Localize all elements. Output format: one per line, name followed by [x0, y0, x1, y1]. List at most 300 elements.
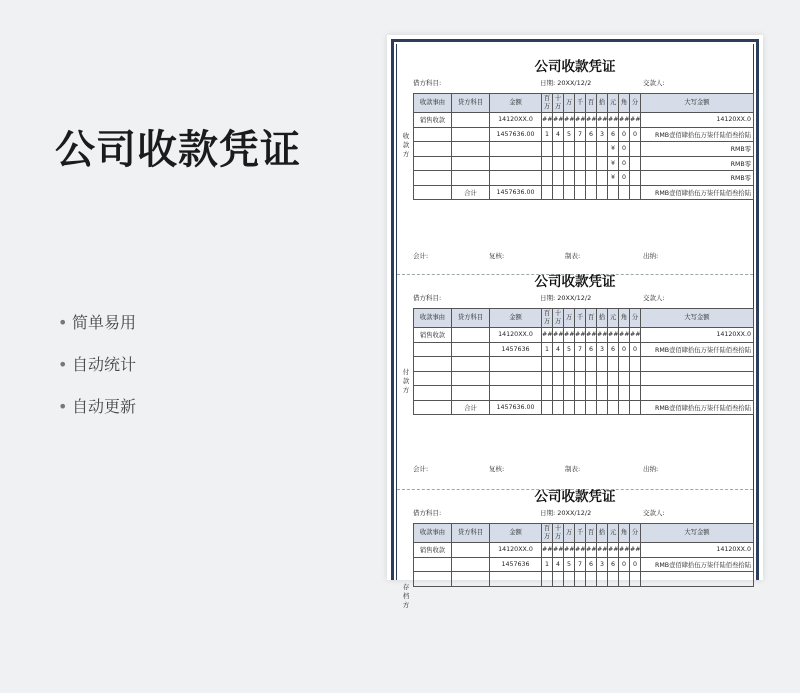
header-text: 万 [554, 533, 562, 540]
table-row [414, 357, 754, 372]
table-cell: ## [630, 113, 641, 128]
voucher-table [413, 93, 754, 200]
table-cell [586, 156, 597, 171]
table-row [414, 171, 754, 186]
party-char: 付 [402, 368, 410, 376]
table-cell: RMB零 [641, 156, 754, 171]
header-cell: 贷方科目 [452, 309, 490, 328]
table-cell: 0 [619, 342, 630, 357]
table-cell: 14120XX.0 [641, 543, 754, 558]
table-cell [597, 572, 608, 587]
table-cell [564, 386, 575, 401]
table-cell [542, 185, 553, 200]
table-cell [597, 171, 608, 186]
header-cell: 角 [619, 524, 630, 543]
table-cell [586, 357, 597, 372]
reviewer-label: 复核: [489, 252, 505, 260]
table-cell [630, 171, 641, 186]
header-text: 万 [543, 533, 551, 540]
party-label [399, 368, 413, 395]
header-cell: 大写金额 [641, 94, 754, 113]
header-cell [542, 524, 553, 543]
header-text: 百 [543, 525, 551, 532]
table-cell [490, 156, 542, 171]
header-cell: 拾 [597, 94, 608, 113]
bullet-icon: • [58, 313, 68, 332]
header-cell: 百 [586, 524, 597, 543]
voucher-meta [399, 507, 751, 519]
table-cell: 14120XX.0 [641, 113, 754, 128]
table-cell [597, 371, 608, 386]
total-row [414, 400, 754, 415]
table-cell: 14120XX.0 [490, 328, 542, 343]
header-cell: 分 [630, 94, 641, 113]
table-cell [490, 357, 542, 372]
table-cell: ¥ [608, 171, 619, 186]
feature-item [58, 396, 136, 438]
table-cell [608, 386, 619, 401]
table-cell [586, 142, 597, 157]
voucher-block [399, 57, 751, 263]
table-cell [608, 371, 619, 386]
table-cell: ## [564, 113, 575, 128]
table-cell: 6 [608, 342, 619, 357]
table-cell [452, 171, 490, 186]
table-cell: 0 [630, 557, 641, 572]
feature-item [58, 354, 136, 396]
header-cell: 千 [575, 94, 586, 113]
bullet-icon: • [58, 397, 68, 416]
table-row [414, 113, 754, 128]
table-cell: 6 [586, 557, 597, 572]
party-char: 方 [402, 150, 410, 158]
table-cell [542, 357, 553, 372]
table-cell [452, 328, 490, 343]
table-cell: 4 [553, 342, 564, 357]
header-cell: 元 [608, 309, 619, 328]
accountant-label: 会计: [413, 252, 429, 260]
table-cell: 7 [575, 342, 586, 357]
header-text: 万 [554, 103, 562, 110]
table-cell [452, 371, 490, 386]
total-label: 合计 [452, 400, 490, 415]
table-cell: ## [608, 543, 619, 558]
table-row [414, 371, 754, 386]
table-cell: ## [575, 113, 586, 128]
table-cell: ## [630, 543, 641, 558]
table-cell: ## [597, 328, 608, 343]
table-cell [597, 386, 608, 401]
total-row [414, 185, 754, 200]
payer-label: 交款人: [643, 509, 665, 517]
table-cell: ## [619, 113, 630, 128]
table-cell [597, 357, 608, 372]
table-cell: RMB壹佰肆拾伍万柒仟陆佰叁拾陆 [641, 342, 754, 357]
party-label [399, 583, 413, 610]
table-cell [630, 156, 641, 171]
table-cell: 1457636.00 [490, 127, 542, 142]
table-cell [630, 572, 641, 587]
table-cell [575, 357, 586, 372]
table-cell [553, 386, 564, 401]
table-cell: 3 [597, 342, 608, 357]
party-char: 方 [402, 386, 410, 394]
header-cell: 拾 [597, 524, 608, 543]
table-cell: 7 [575, 557, 586, 572]
header-cell: 金额 [490, 524, 542, 543]
table-cell: 1 [542, 127, 553, 142]
table-cell [414, 357, 452, 372]
cashier-label: 出纳: [643, 252, 659, 260]
voucher-block [399, 487, 751, 693]
table-cell: 0 [619, 127, 630, 142]
table-cell [553, 142, 564, 157]
table-cell: 销售收款 [414, 543, 452, 558]
debit-label: 借方科目: [413, 509, 442, 517]
table-cell [575, 572, 586, 587]
table-cell: ## [630, 328, 641, 343]
table-cell [490, 142, 542, 157]
payer-label: 交款人: [643, 294, 665, 302]
table-cell [608, 357, 619, 372]
table-cell [564, 400, 575, 415]
header-text: 万 [543, 318, 551, 325]
party-char: 方 [402, 601, 410, 609]
table-cell: 0 [619, 156, 630, 171]
table-cell: RMB壹佰肆拾伍万柒仟陆佰叁拾陆 [641, 557, 754, 572]
frame-border [391, 39, 759, 42]
table-cell [641, 371, 754, 386]
voucher-title: 公司收款凭证 [534, 274, 616, 290]
table-cell [414, 127, 452, 142]
header-cell [553, 309, 564, 328]
debit-label: 借方科目: [413, 79, 442, 87]
table-cell [564, 156, 575, 171]
table-cell [597, 142, 608, 157]
header-cell: 贷方科目 [452, 524, 490, 543]
party-char: 存 [402, 583, 410, 591]
header-cell: 千 [575, 524, 586, 543]
table-cell [542, 386, 553, 401]
table-cell: 3 [597, 557, 608, 572]
header-cell: 千 [575, 309, 586, 328]
total-label: 合计 [452, 185, 490, 200]
table-cell [542, 371, 553, 386]
date-label: 日期: 20XX/12/2 [540, 294, 592, 302]
table-cell [452, 386, 490, 401]
header-text: 十 [554, 310, 562, 317]
frame-border [396, 44, 397, 580]
party-char: 款 [402, 377, 410, 385]
feature-label: 自动统计 [72, 355, 137, 374]
table-cell: ¥ [608, 142, 619, 157]
party-char: 款 [402, 141, 410, 149]
table-cell [452, 142, 490, 157]
cashier-label: 出纳: [643, 465, 659, 473]
table-row [414, 156, 754, 171]
header-text: 百 [543, 95, 551, 102]
table-cell [630, 371, 641, 386]
table-cell [641, 357, 754, 372]
table-cell: 6 [608, 557, 619, 572]
table-row [414, 386, 754, 401]
table-cell [597, 156, 608, 171]
header-cell: 百 [586, 94, 597, 113]
header-cell: 金额 [490, 94, 542, 113]
date-label: 日期: 20XX/12/2 [540, 509, 592, 517]
table-cell: 4 [553, 557, 564, 572]
table-header-row [414, 94, 754, 113]
table-cell [608, 572, 619, 587]
payer-label: 交款人: [643, 79, 665, 87]
table-cell [542, 400, 553, 415]
table-cell: 1 [542, 557, 553, 572]
table-cell [575, 171, 586, 186]
table-cell: ## [575, 328, 586, 343]
table-cell [452, 156, 490, 171]
table-cell [619, 371, 630, 386]
header-cell: 金额 [490, 309, 542, 328]
table-cell [414, 142, 452, 157]
maker-label: 制表: [565, 252, 581, 260]
table-cell [586, 171, 597, 186]
table-cell: ## [553, 113, 564, 128]
header-text: 万 [543, 103, 551, 110]
table-cell [414, 185, 452, 200]
bullet-icon: • [58, 355, 68, 374]
total-words: RMB壹佰肆拾伍万柒仟陆佰叁拾陆 [641, 185, 754, 200]
voucher-table [413, 523, 754, 587]
table-cell [586, 400, 597, 415]
table-cell [414, 156, 452, 171]
table-cell: ## [575, 543, 586, 558]
header-cell: 拾 [597, 309, 608, 328]
table-cell: ## [564, 328, 575, 343]
table-cell [414, 171, 452, 186]
table-cell [452, 357, 490, 372]
table-cell [575, 386, 586, 401]
header-cell [542, 94, 553, 113]
table-cell [641, 572, 754, 587]
header-cell [553, 94, 564, 113]
table-cell [490, 572, 542, 587]
party-label [399, 132, 413, 159]
table-cell: 14120XX.0 [490, 543, 542, 558]
table-cell [619, 386, 630, 401]
header-cell: 分 [630, 524, 641, 543]
table-cell: 6 [608, 127, 619, 142]
hero-title: 公司收款凭证 [55, 127, 301, 173]
table-cell [564, 371, 575, 386]
table-row [414, 572, 754, 587]
table-cell: ## [564, 543, 575, 558]
table-cell [490, 171, 542, 186]
table-cell: 5 [564, 342, 575, 357]
table-cell: 7 [575, 127, 586, 142]
header-cell: 收款事由 [414, 309, 452, 328]
feature-label: 简单易用 [72, 313, 137, 332]
voucher-title: 公司收款凭证 [534, 489, 616, 505]
total-words: RMB壹佰肆拾伍万柒仟陆佰叁拾陆 [641, 400, 754, 415]
header-cell: 万 [564, 94, 575, 113]
header-cell: 大写金额 [641, 524, 754, 543]
table-cell: 6 [586, 342, 597, 357]
table-cell [542, 171, 553, 186]
table-cell: ## [542, 328, 553, 343]
table-cell [575, 371, 586, 386]
table-cell [619, 400, 630, 415]
header-cell: 贷方科目 [452, 94, 490, 113]
table-cell: RMB零 [641, 142, 754, 157]
maker-label: 制表: [565, 465, 581, 473]
frame-border [391, 39, 394, 580]
table-cell [630, 185, 641, 200]
table-cell [414, 386, 452, 401]
table-cell [553, 156, 564, 171]
table-cell [619, 357, 630, 372]
table-cell: 1457636 [490, 342, 542, 357]
header-text: 百 [543, 310, 551, 317]
table-cell [452, 342, 490, 357]
table-cell [553, 171, 564, 186]
header-text: 万 [554, 318, 562, 325]
table-cell [452, 113, 490, 128]
table-cell: 0 [619, 142, 630, 157]
date-label: 日期: 20XX/12/2 [540, 79, 592, 87]
table-cell: 0 [630, 342, 641, 357]
accountant-label: 会计: [413, 465, 429, 473]
table-cell [542, 156, 553, 171]
header-cell: 收款事由 [414, 524, 452, 543]
voucher-footer [399, 250, 751, 262]
debit-label: 借方科目: [413, 294, 442, 302]
table-cell: ## [608, 328, 619, 343]
table-row [414, 557, 754, 572]
table-cell [619, 185, 630, 200]
table-cell [575, 185, 586, 200]
header-cell: 分 [630, 309, 641, 328]
table-row [414, 328, 754, 343]
table-cell: 1457636 [490, 557, 542, 572]
table-cell: ## [608, 113, 619, 128]
table-cell [630, 142, 641, 157]
header-cell: 元 [608, 524, 619, 543]
table-cell [414, 557, 452, 572]
frame-border [756, 39, 759, 580]
table-row [414, 543, 754, 558]
table-cell: ## [597, 543, 608, 558]
table-cell: 销售收款 [414, 113, 452, 128]
total-amount: 1457636.00 [490, 185, 542, 200]
table-cell [564, 171, 575, 186]
party-char: 收 [402, 132, 410, 140]
table-cell: RMB零 [641, 171, 754, 186]
table-cell: ## [586, 328, 597, 343]
table-cell: ## [553, 328, 564, 343]
table-cell: ## [542, 543, 553, 558]
table-cell [542, 142, 553, 157]
header-cell: 元 [608, 94, 619, 113]
table-cell: 6 [586, 127, 597, 142]
header-cell: 角 [619, 94, 630, 113]
voucher-block [399, 272, 751, 478]
header-cell: 万 [564, 309, 575, 328]
table-cell: ## [542, 113, 553, 128]
table-cell [414, 342, 452, 357]
table-row [414, 142, 754, 157]
table-cell: 5 [564, 557, 575, 572]
table-cell [586, 371, 597, 386]
table-cell [564, 357, 575, 372]
table-cell [490, 386, 542, 401]
total-amount: 1457636.00 [490, 400, 542, 415]
table-cell [452, 557, 490, 572]
table-cell [553, 357, 564, 372]
voucher-meta [399, 77, 751, 89]
table-cell [452, 127, 490, 142]
table-cell: ## [597, 113, 608, 128]
table-row [414, 127, 754, 142]
table-cell: 销售收款 [414, 328, 452, 343]
table-cell: ## [586, 543, 597, 558]
table-cell: 1 [542, 342, 553, 357]
table-cell [630, 400, 641, 415]
table-cell [542, 572, 553, 587]
header-cell [553, 524, 564, 543]
table-cell: 3 [597, 127, 608, 142]
feature-item [58, 312, 136, 354]
header-cell: 收款事由 [414, 94, 452, 113]
header-text: 十 [554, 525, 562, 532]
table-cell: 5 [564, 127, 575, 142]
voucher-title: 公司收款凭证 [534, 59, 616, 75]
table-cell [553, 572, 564, 587]
table-cell: 0 [630, 127, 641, 142]
header-cell [542, 309, 553, 328]
table-cell [586, 185, 597, 200]
table-cell: RMB壹佰肆拾伍万柒仟陆佰叁拾陆 [641, 127, 754, 142]
table-header-row [414, 309, 754, 328]
table-cell [586, 572, 597, 587]
table-cell: ## [619, 328, 630, 343]
table-cell [414, 371, 452, 386]
table-cell [553, 400, 564, 415]
table-header-row [414, 524, 754, 543]
table-cell: 0 [619, 557, 630, 572]
voucher-table [413, 308, 754, 415]
voucher-meta [399, 292, 751, 304]
table-cell [619, 572, 630, 587]
table-cell [490, 371, 542, 386]
table-cell [575, 156, 586, 171]
table-cell: 14120XX.0 [641, 328, 754, 343]
table-cell [608, 400, 619, 415]
table-cell [575, 142, 586, 157]
feature-label: 自动更新 [72, 397, 137, 416]
table-cell [586, 386, 597, 401]
table-cell: 0 [619, 171, 630, 186]
table-cell [414, 400, 452, 415]
table-cell [414, 572, 452, 587]
table-cell [575, 400, 586, 415]
table-cell [452, 572, 490, 587]
table-cell [641, 386, 754, 401]
table-cell [597, 185, 608, 200]
reviewer-label: 复核: [489, 465, 505, 473]
table-cell [597, 400, 608, 415]
header-text: 十 [554, 95, 562, 102]
table-cell [553, 371, 564, 386]
